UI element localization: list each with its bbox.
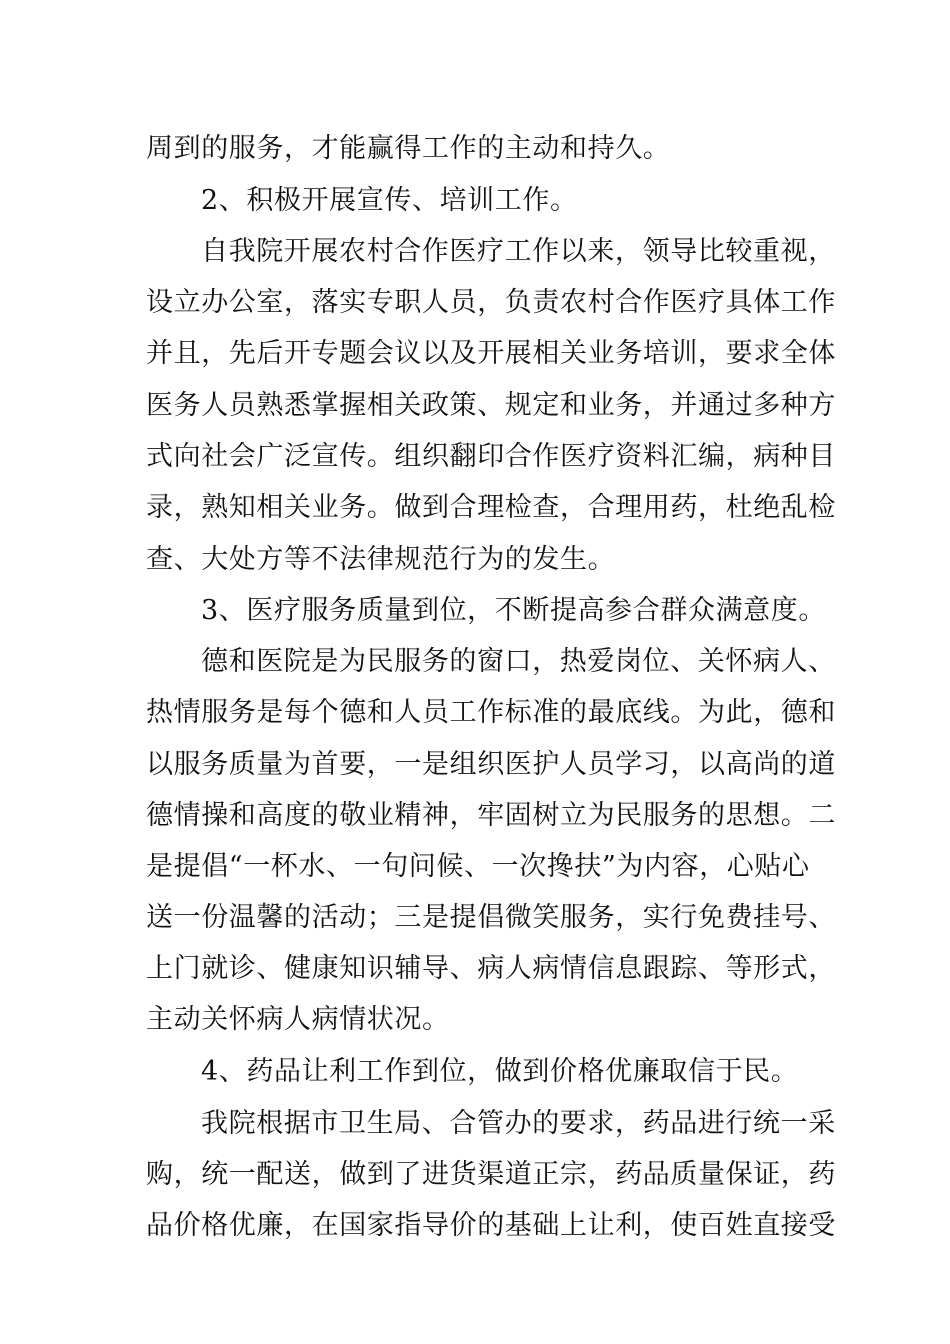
- text-line: 送一份温馨的活动；三是提倡微笑服务，实行免费挂号、: [146, 902, 836, 933]
- text-line: 我院根据市卫生局、合管办的要求，药品进行统一采: [201, 1108, 836, 1139]
- text-line: 并且，先后开专题会议以及开展相关业务培训，要求全体: [146, 338, 836, 369]
- text-line: 录，熟知相关业务。做到合理检查，合理用药，杜绝乱检: [146, 492, 836, 523]
- text-line: 是提倡“一杯水、一句问候、一次搀扶”为内容，心贴心: [146, 851, 810, 882]
- text-line: 查、大处方等不法律规范行为的发生。: [146, 544, 616, 575]
- text-line: 自我院开展农村合作医疗工作以来，领导比较重视，: [201, 236, 836, 267]
- text-line: 热情服务是每个德和人员工作标准的最底线。为此，德和: [146, 697, 836, 728]
- section-heading: 3、医疗服务质量到位，不断提高参合群众满意度。: [201, 595, 826, 626]
- text-line: 上门就诊、健康知识辅导、病人病情信息跟踪、等形式，: [146, 953, 836, 984]
- text-line: 以服务质量为首要，一是组织医护人员学习，以高尚的道: [146, 749, 836, 780]
- text-line: 购，统一配送，做到了进货渠道正宗，药品质量保证，药: [146, 1159, 836, 1190]
- section-heading: 2、积极开展宣传、培训工作。: [201, 185, 578, 216]
- text-line: 医务人员熟悉掌握相关政策、规定和业务，并通过多种方: [146, 390, 836, 421]
- section-heading: 4、药品让利工作到位，做到价格优廉取信于民。: [201, 1056, 799, 1087]
- text-line: 主动关怀病人病情状况。: [146, 1004, 450, 1035]
- text-line: 设立办公室，落实专职人员，负责农村合作医疗具体工作: [146, 287, 836, 318]
- text-line: 周到的服务，才能赢得工作的主动和持久。: [146, 133, 671, 164]
- text-line: 式向社会广泛宣传。组织翻印合作医疗资料汇编，病种目: [146, 441, 836, 472]
- text-line: 德和医院是为民服务的窗口，热爱岗位、关怀病人、: [201, 646, 836, 677]
- text-line: 德情操和高度的敬业精神，牢固树立为民服务的思想。二: [146, 800, 836, 831]
- text-line: 品价格优廉，在国家指导价的基础上让利，使百姓直接受: [146, 1210, 836, 1241]
